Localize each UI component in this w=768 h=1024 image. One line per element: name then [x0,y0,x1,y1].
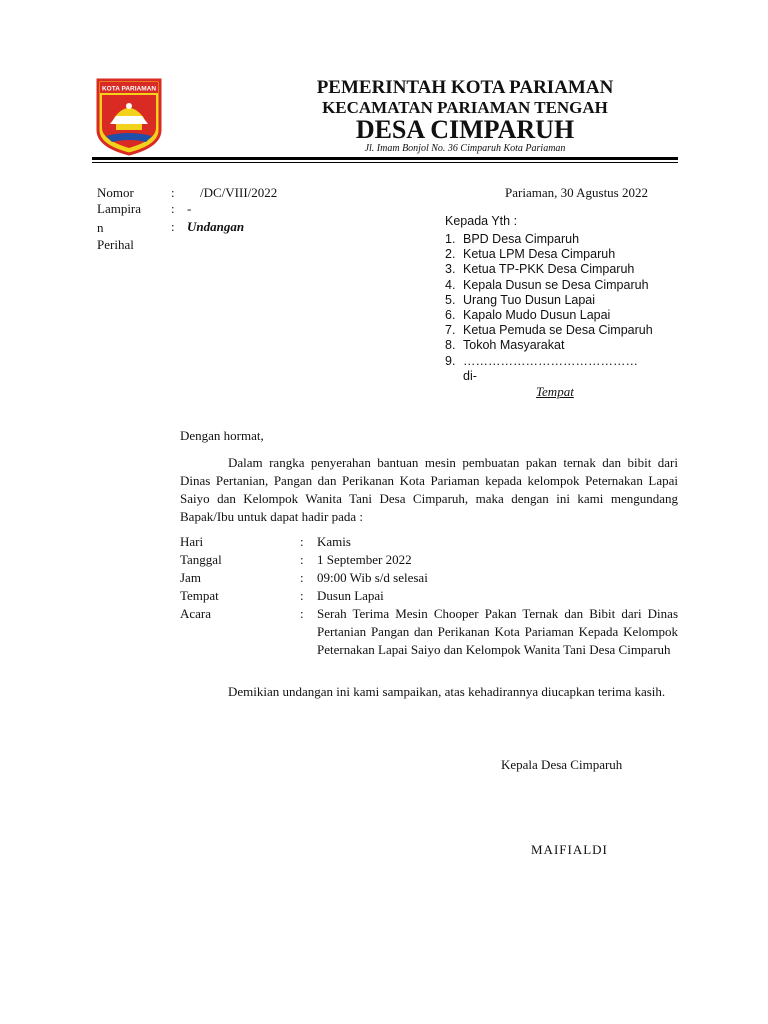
letterhead-rule-thin [92,162,678,163]
closing-paragraph: Demikian undangan ini kami sampaikan, atas kehadirannya diucapkan terima kasih. [228,684,666,699]
detail-label: Tempat [180,588,219,603]
emblem-text: KOTA PARIAMAN [101,85,157,93]
detail-row [180,587,678,605]
detail-label: Hari [180,534,204,549]
perihal-colon: : [171,219,175,234]
list-text: Ketua LPM Desa Cimparuh [463,247,616,262]
detail-row [180,605,678,659]
lampiran-colon: : [171,201,175,216]
event-details [180,533,678,659]
detail-value: Dusun Lapai [317,588,384,603]
detail-row [180,533,678,551]
detail-row [180,551,678,569]
list-text: Kepala Dusun se Desa Cimparuh [463,277,649,292]
detail-value: 09:00 Wib s/d selesai [317,570,428,585]
letterhead-rule-thick [92,157,678,160]
nomor-label: Nomor [97,185,134,200]
list-number: 9. [445,353,456,368]
detail-colon: : [300,570,304,585]
letterhead-address: Jl. Imam Bonjol No. 36 Cimparuh Kota Pariaman [364,143,566,154]
list-text: Ketua TP-PKK Desa Cimparuh [463,262,635,277]
perihal-value: Undangan [187,219,245,234]
perihal-label: Perihal [97,237,134,252]
lampiran-value: - [187,201,192,216]
list-text: …………………………………… [463,353,638,368]
lampiran-label: Lampira [97,201,142,216]
detail-colon: : [300,534,304,549]
kota-pariaman-emblem [96,78,162,156]
lampiran-label-wrap: n [97,220,104,235]
letter-date: Pariaman, 30 Agustus 2022 [505,185,648,200]
list-item [445,354,653,369]
list-number: 7. [445,323,456,338]
list-item [445,232,653,247]
list-text: Ketua Pemuda se Desa Cimparuh [463,323,653,338]
detail-value: Kamis [317,534,351,549]
list-number: 6. [445,308,456,323]
detail-value: 1 September 2022 [317,552,412,567]
recipient-list [445,232,653,369]
detail-row [180,569,678,587]
list-number: 4. [445,277,456,292]
detail-value: Serah Terima Mesin Chooper Pakan Ternak dan Bibit dari Dinas Pertanian Pangan dan Perikanan Kota Pariaman Kepada Kelompok Peternakan Lapai Saiyo dan Kelompok Wanita Tani Desa Cimparuh [317,606,678,657]
detail-label: Tanggal [180,552,222,567]
list-item [445,262,653,277]
nomor-colon: : [171,185,175,200]
detail-label: Jam [180,570,201,585]
list-item [445,293,653,308]
signature-name: MAIFIALDI [531,842,608,857]
list-text: Tokoh Masyarakat [463,338,565,353]
opening-paragraph: Dalam rangka penyerahan bantuan mesin pembuatan pakan ternak dan bibit dari Dinas Pertanian, Pangan dan Perikanan Kota Pariaman kepada kelompok Peternakan Lapai Saiyo dan Kelompok Wanita Tani Desa Cimparuh, maka dengan ini kami mengundang Bapak/Ibu untuk dapat hadir pada : [180,455,678,524]
signature-title: Kepala Desa Cimparuh [501,757,623,772]
detail-colon: : [300,606,304,621]
detail-label: Acara [180,606,212,621]
list-item [445,323,653,338]
list-number: 5. [445,292,456,307]
list-item [445,308,653,323]
list-item [445,247,653,262]
list-item [445,338,653,353]
recipients-place: Tempat [536,384,574,399]
recipients-di: di- [463,369,477,383]
list-text: Kapalo Mudo Dusun Lapai [463,308,611,323]
detail-colon: : [300,588,304,603]
letterhead-district: KECAMATAN PARIAMAN TENGAH [322,98,608,117]
list-number: 3. [445,262,456,277]
list-text: Urang Tuo Dusun Lapai [463,292,596,307]
list-item [445,278,653,293]
nomor-value: /DC/VIII/2022 [200,185,278,200]
list-number: 1. [445,232,456,246]
letterhead-government: PEMERINTAH KOTA PARIAMAN [316,77,614,98]
list-text: BPD Desa Cimparuh [463,232,580,246]
greeting: Dengan hormat, [180,428,264,443]
detail-colon: : [300,552,304,567]
letterhead-village: DESA CIMPARUH [355,115,575,144]
list-number: 8. [445,338,456,353]
recipients-header: Kepada Yth : [445,214,518,228]
list-number: 2. [445,247,456,262]
